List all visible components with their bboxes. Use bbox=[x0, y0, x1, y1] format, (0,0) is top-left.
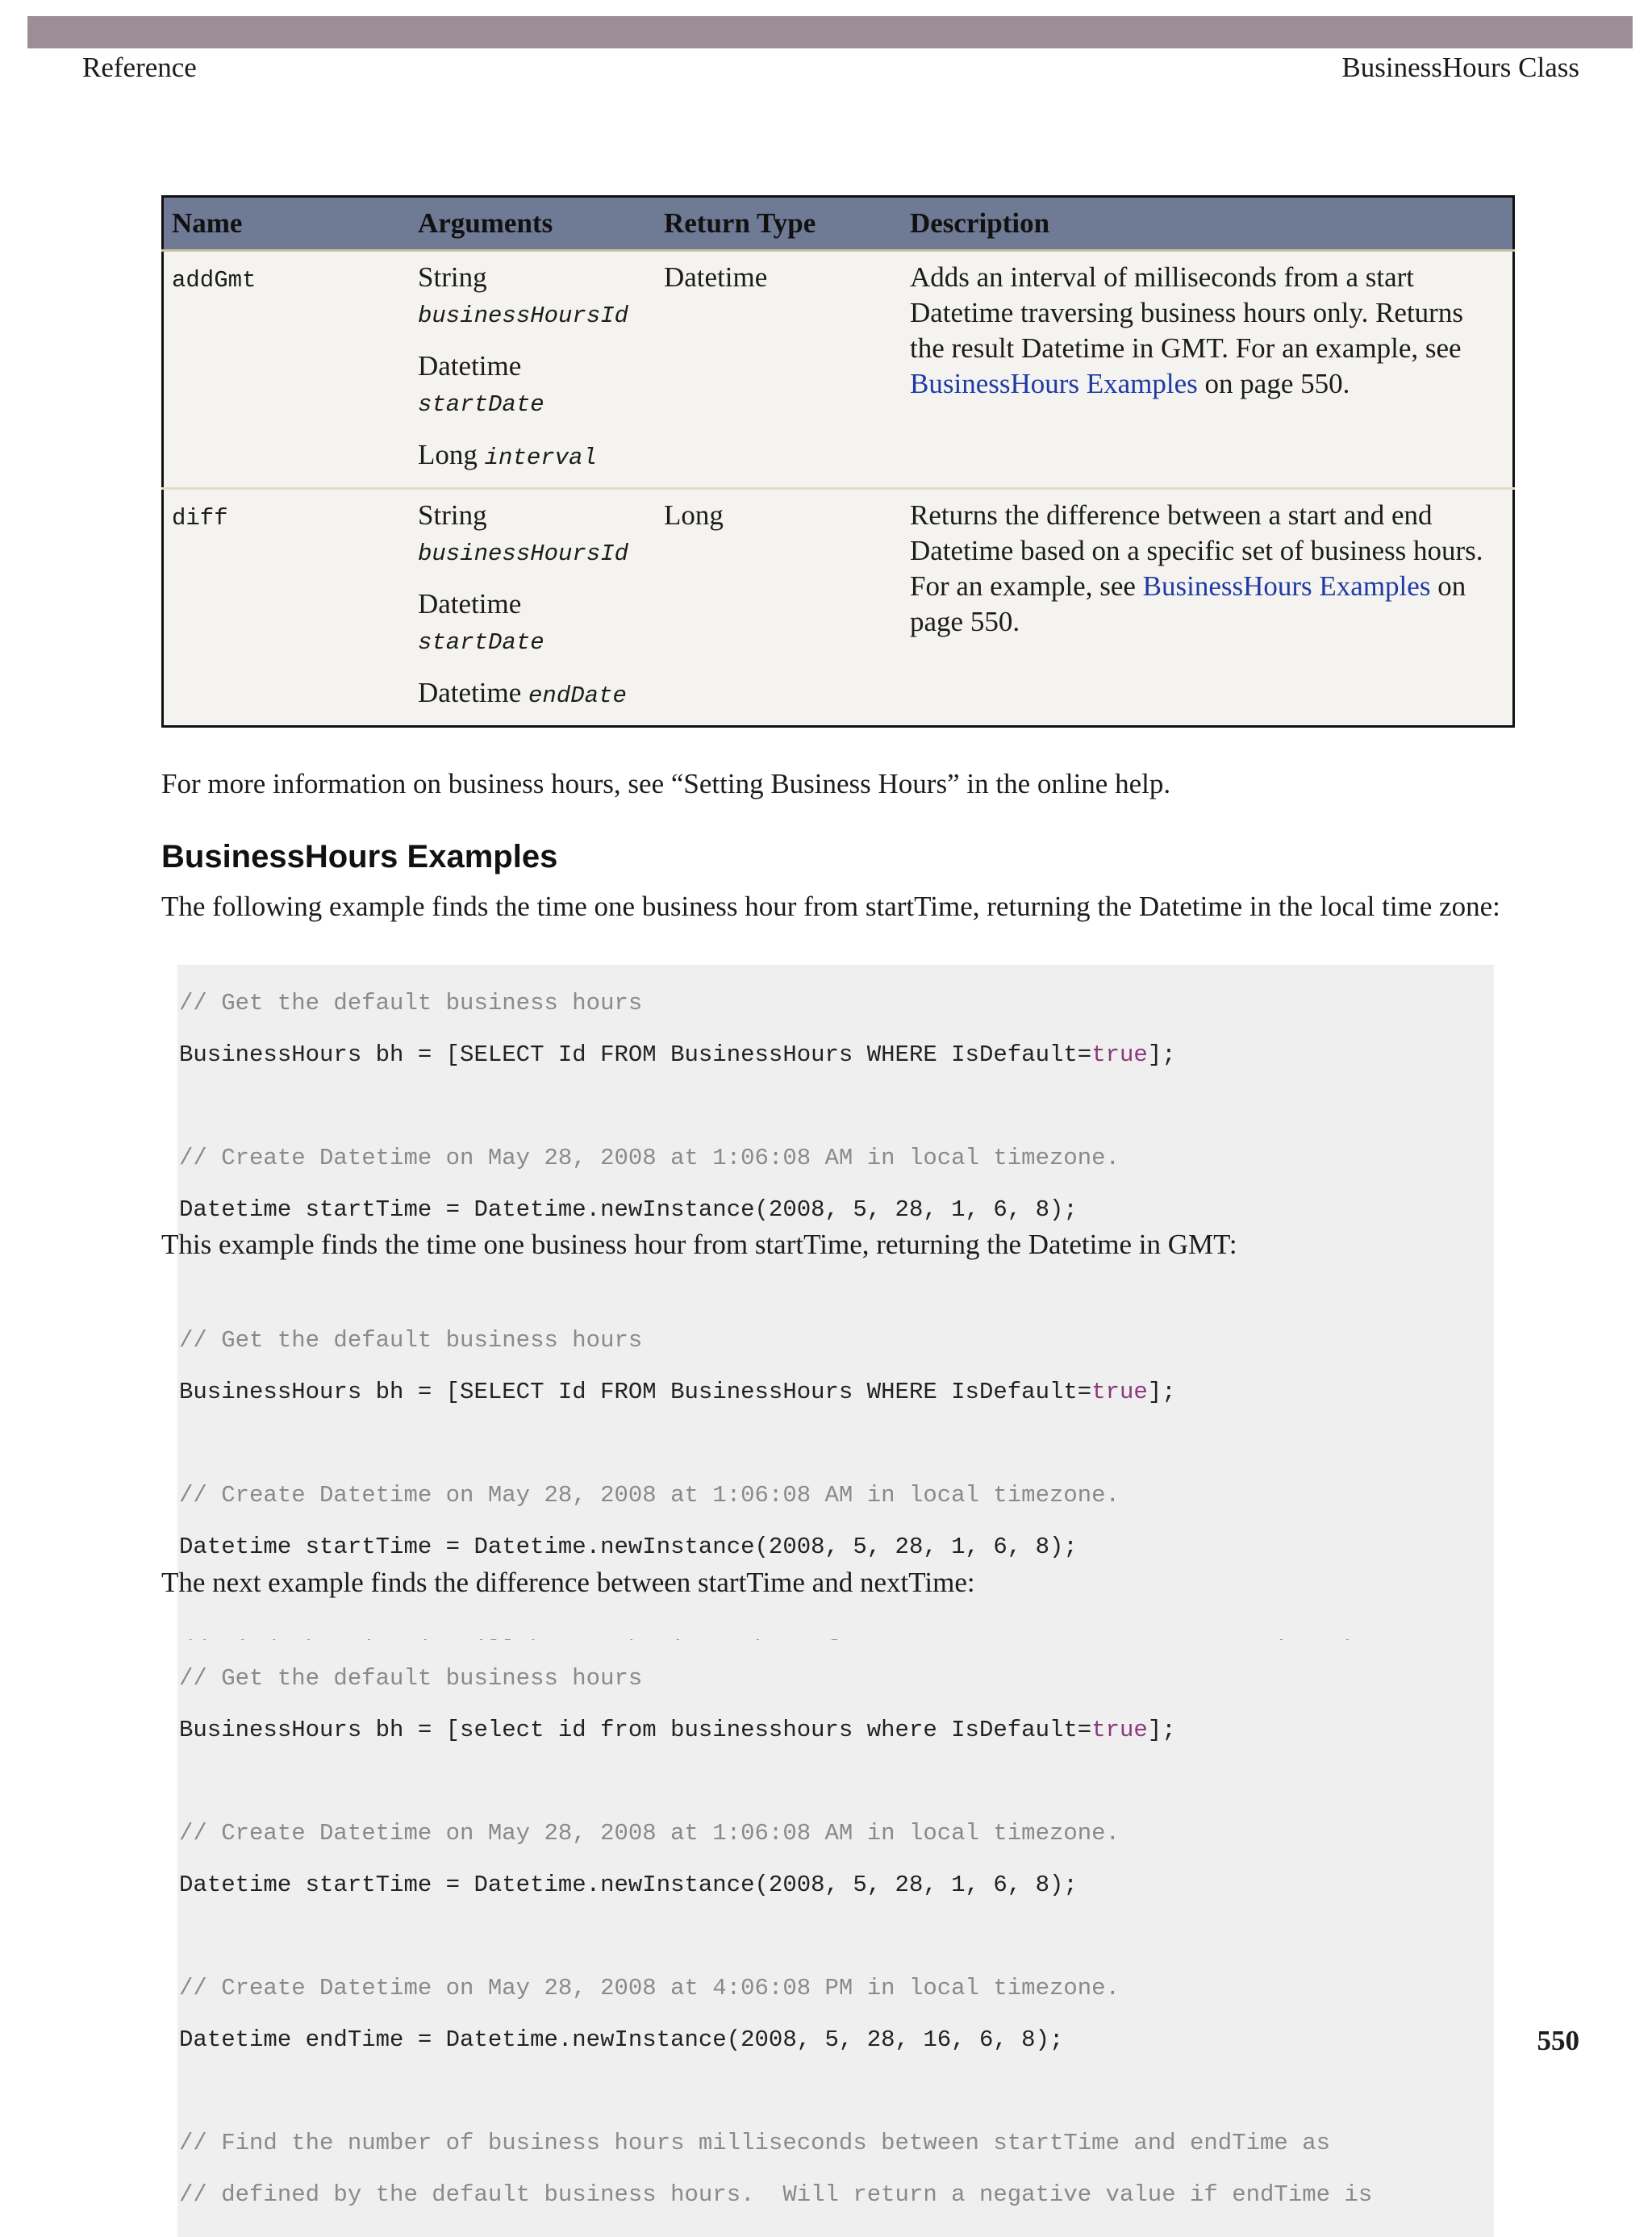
header-left: Reference bbox=[82, 52, 197, 83]
code-line: BusinessHours bh = [SELECT Id FROM BusinessHours WHERE IsDefault=true]; bbox=[179, 1379, 1176, 1405]
more-info-paragraph: For more information on business hours, see “Setting Business Hours” in the online help. bbox=[161, 768, 1171, 799]
col-header-description: Description bbox=[902, 197, 1514, 251]
method-arguments bbox=[410, 489, 656, 727]
method-description: Returns the difference between a start and end Datetime based on a specific set of business hours. For an example, see BusinessHours Examples on page 550. bbox=[902, 489, 1514, 727]
code-line: // defined by the default business hours. Will return a negative value if endTime is bbox=[179, 2181, 1373, 2208]
argument: String businessHoursId bbox=[418, 261, 629, 329]
code-line: // Create Datetime on May 28, 2008 at 1:06:08 AM in local timezone. bbox=[179, 1145, 1120, 1171]
header-right: BusinessHours Class bbox=[1341, 52, 1579, 83]
table-header-row bbox=[163, 197, 1514, 251]
argument: Datetime endDate bbox=[418, 677, 627, 709]
code-line: // Get the default business hours bbox=[179, 990, 643, 1016]
argument: Datetime startDate bbox=[418, 588, 544, 656]
code-line: Datetime startTime = Datetime.newInstance(2008, 5, 28, 1, 6, 8); bbox=[179, 1196, 1078, 1223]
argument: Datetime startDate bbox=[418, 350, 544, 418]
code-line: // Find the number of business hours milliseconds between startTime and endTime as bbox=[179, 2130, 1331, 2156]
method-name: diff bbox=[163, 489, 411, 727]
method-return-type: Datetime bbox=[656, 251, 902, 489]
code-line: Datetime startTime = Datetime.newInstance(2008, 5, 28, 1, 6, 8); bbox=[179, 1534, 1078, 1560]
code-block-3 bbox=[177, 1640, 1494, 2237]
methods-table bbox=[161, 195, 1515, 728]
method-arguments bbox=[410, 251, 656, 489]
page-number: 550 bbox=[1537, 2025, 1579, 2056]
examples-link[interactable]: BusinessHours Examples bbox=[1142, 570, 1431, 602]
code-line: // Create Datetime on May 28, 2008 at 4:06:08 PM in local timezone. bbox=[179, 1975, 1120, 2001]
method-description: Adds an interval of milliseconds from a start Datetime traversing business hours only. Returns the result Datetime in GMT. For an example, see BusinessHours Examples on page 550. bbox=[902, 251, 1514, 489]
code-line: Datetime startTime = Datetime.newInstance(2008, 5, 28, 1, 6, 8); bbox=[179, 1872, 1078, 1898]
code-line: // Create Datetime on May 28, 2008 at 1:06:08 AM in local timezone. bbox=[179, 1820, 1120, 1847]
intro-paragraph-3: The next example finds the difference between startTime and nextTime: bbox=[161, 1567, 975, 1598]
col-header-return-type: Return Type bbox=[656, 197, 902, 251]
code-line: Datetime endTime = Datetime.newInstance(2008, 5, 28, 16, 6, 8); bbox=[179, 2026, 1064, 2053]
argument: String businessHoursId bbox=[418, 499, 629, 567]
intro-paragraph-2: This example finds the time one business hour from startTime, returning the Datetime in GMT: bbox=[161, 1229, 1237, 1260]
col-header-name: Name bbox=[163, 197, 411, 251]
method-return-type: Long bbox=[656, 489, 902, 727]
col-header-arguments: Arguments bbox=[410, 197, 656, 251]
code-line: // Get the default business hours bbox=[179, 1327, 643, 1354]
code-line: BusinessHours bh = [SELECT Id FROM BusinessHours WHERE IsDefault=true]; bbox=[179, 1041, 1176, 1068]
examples-link[interactable]: BusinessHours Examples bbox=[910, 368, 1198, 399]
code-line: // Create Datetime on May 28, 2008 at 1:06:08 AM in local timezone. bbox=[179, 1482, 1120, 1509]
code-line: // Get the default business hours bbox=[179, 1665, 643, 1692]
table-row bbox=[163, 251, 1514, 489]
table-row bbox=[163, 489, 1514, 727]
header-bar bbox=[27, 16, 1633, 48]
intro-paragraph-1: The following example finds the time one business hour from startTime, returning the Datetime in the local time zone: bbox=[161, 891, 1500, 922]
method-name: addGmt bbox=[163, 251, 411, 489]
argument: Long interval bbox=[418, 439, 597, 471]
section-title: BusinessHours Examples bbox=[161, 839, 558, 874]
code-line: BusinessHours bh = [select id from businesshours where IsDefault=true]; bbox=[179, 1717, 1176, 1743]
